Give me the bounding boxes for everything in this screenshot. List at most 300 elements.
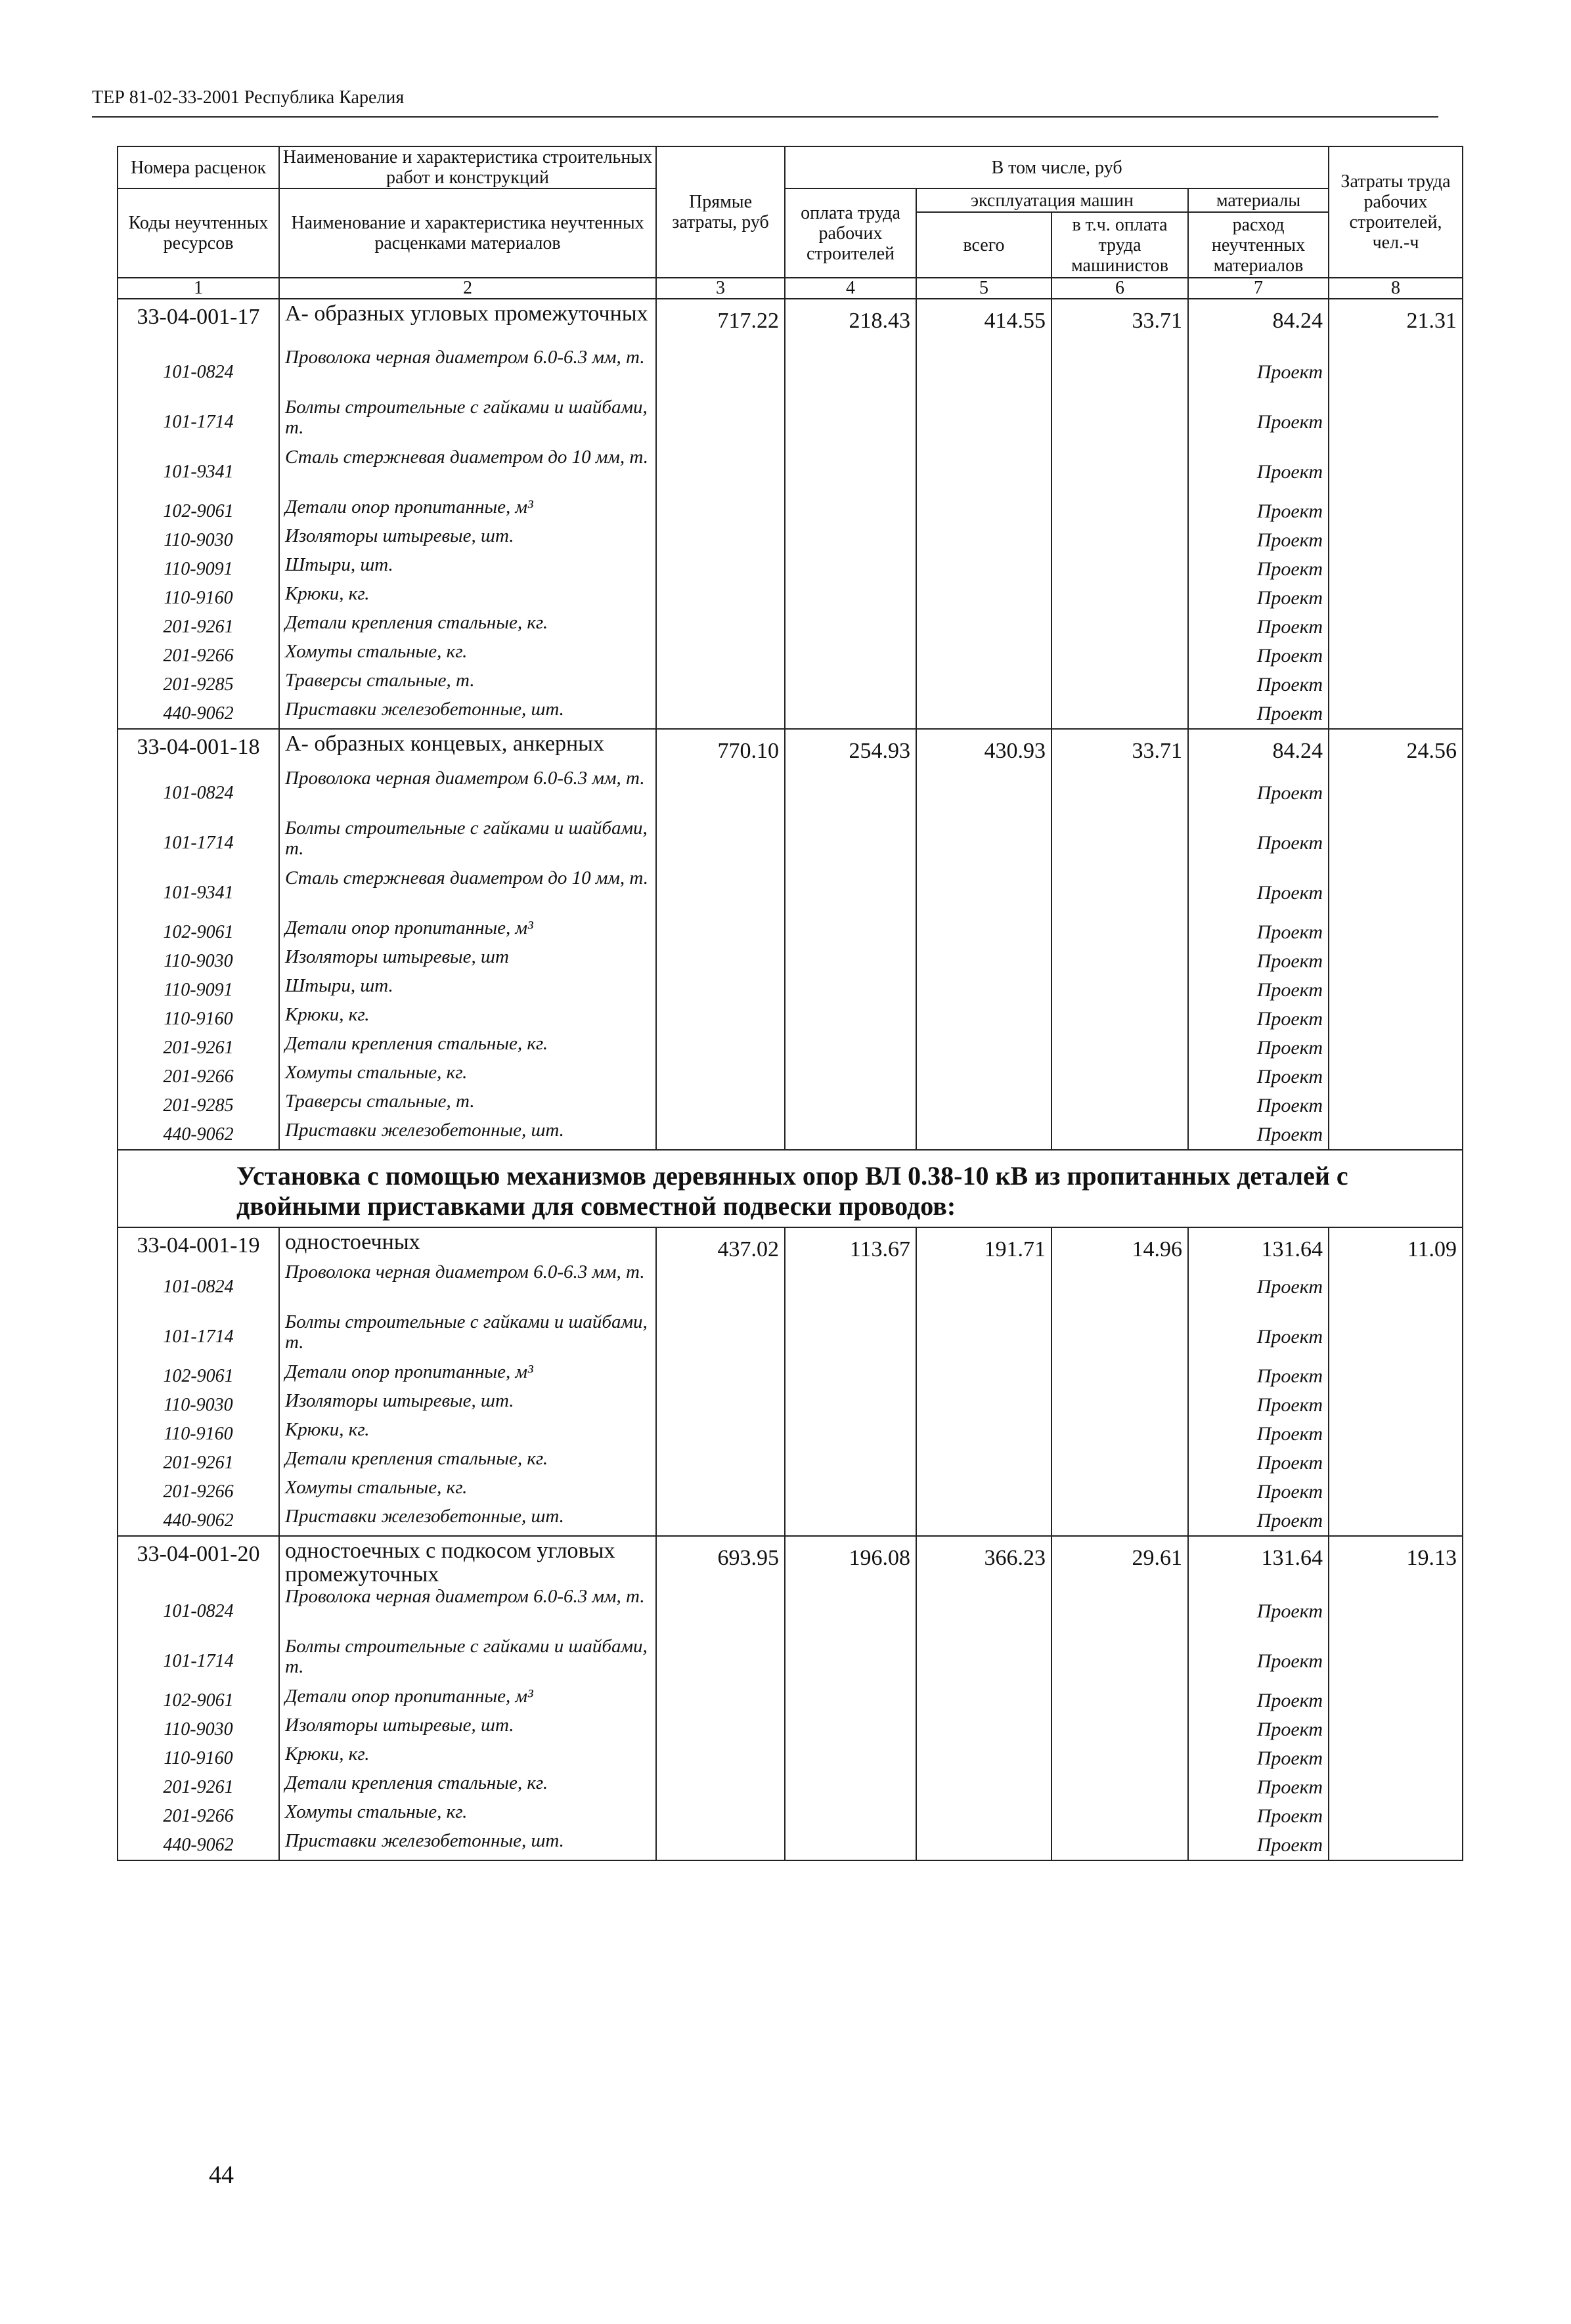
empty-cell <box>1051 1478 1188 1506</box>
material-value: Проект <box>1188 497 1329 526</box>
material-row <box>118 1005 1463 1034</box>
material-value: Проект <box>1188 613 1329 642</box>
empty-cell <box>916 555 1051 584</box>
material-value: Проект <box>1188 918 1329 947</box>
empty-cell <box>1329 918 1463 947</box>
empty-cell <box>1051 584 1188 613</box>
empty-cell <box>785 1831 916 1860</box>
empty-cell <box>785 1506 916 1536</box>
material-name: Приставки железобетонные, шт. <box>279 699 656 729</box>
empty-cell <box>785 1587 916 1636</box>
empty-cell <box>1329 670 1463 699</box>
material-code: 201-9266 <box>118 1802 279 1831</box>
material-value: Проект <box>1188 1587 1329 1636</box>
rate-row <box>118 1536 1463 1587</box>
column-number: 4 <box>785 278 916 299</box>
rate-row <box>118 1227 1463 1262</box>
empty-cell <box>916 447 1051 497</box>
empty-cell <box>785 526 916 555</box>
empty-cell <box>916 1773 1051 1802</box>
material-name: Траверсы стальные, т. <box>279 1091 656 1120</box>
empty-cell <box>656 1362 785 1391</box>
material-row <box>118 1831 1463 1860</box>
empty-cell <box>656 447 785 497</box>
header-work-name: Наименование и характеристика строительных работ и конструкций <box>279 146 656 188</box>
material-row <box>118 526 1463 555</box>
empty-cell <box>656 818 785 868</box>
rate-operators-pay: 14.96 <box>1051 1227 1188 1262</box>
empty-cell <box>916 1831 1051 1860</box>
empty-cell <box>1051 1744 1188 1773</box>
empty-cell <box>656 976 785 1005</box>
empty-cell <box>1051 918 1188 947</box>
empty-cell <box>1051 1063 1188 1091</box>
material-row <box>118 347 1463 397</box>
empty-cell <box>1329 1420 1463 1449</box>
material-name: Хомуты стальные, кг. <box>279 1802 656 1831</box>
empty-cell <box>656 868 785 918</box>
material-code: 201-9266 <box>118 642 279 670</box>
material-value: Проект <box>1188 1449 1329 1478</box>
empty-cell <box>785 555 916 584</box>
empty-cell <box>916 1686 1051 1715</box>
material-code: 440-9062 <box>118 699 279 729</box>
empty-cell <box>1329 818 1463 868</box>
material-name: Хомуты стальные, кг. <box>279 642 656 670</box>
material-code: 110-9091 <box>118 976 279 1005</box>
header-material-name: Наименование и характеристика неучтенных расценками материалов <box>279 188 656 278</box>
empty-cell <box>785 1744 916 1773</box>
material-code: 201-9285 <box>118 1091 279 1120</box>
empty-cell <box>916 613 1051 642</box>
empty-cell <box>916 1802 1051 1831</box>
material-row <box>118 1686 1463 1715</box>
page-number: 44 <box>209 2161 234 2189</box>
empty-cell <box>1051 1715 1188 1744</box>
empty-cell <box>785 1686 916 1715</box>
material-row <box>118 768 1463 818</box>
material-value: Проект <box>1188 1478 1329 1506</box>
empty-cell <box>656 1744 785 1773</box>
material-name: Крюки, кг. <box>279 1005 656 1034</box>
empty-cell <box>916 1312 1051 1362</box>
material-name: Детали опор пропитанные, м³ <box>279 1686 656 1715</box>
material-code: 201-9261 <box>118 1773 279 1802</box>
material-value: Проект <box>1188 642 1329 670</box>
material-code: 110-9160 <box>118 1744 279 1773</box>
empty-cell <box>1329 1262 1463 1312</box>
empty-cell <box>916 670 1051 699</box>
material-row <box>118 818 1463 868</box>
material-row <box>118 1312 1463 1362</box>
empty-cell <box>1329 1063 1463 1091</box>
rate-direct-costs: 437.02 <box>656 1227 785 1262</box>
empty-cell <box>785 1005 916 1034</box>
material-code: 101-0824 <box>118 1587 279 1636</box>
empty-cell <box>1329 1744 1463 1773</box>
material-name: Крюки, кг. <box>279 584 656 613</box>
empty-cell <box>916 1391 1051 1420</box>
material-value: Проект <box>1188 1715 1329 1744</box>
empty-cell <box>656 1506 785 1536</box>
empty-cell <box>1051 447 1188 497</box>
material-name: Сталь стержневая диаметром до 10 мм, т. <box>279 868 656 918</box>
empty-cell <box>1051 397 1188 447</box>
rate-direct-costs: 717.22 <box>656 299 785 347</box>
empty-cell <box>916 976 1051 1005</box>
material-value: Проект <box>1188 1262 1329 1312</box>
material-name: Детали опор пропитанные, м³ <box>279 497 656 526</box>
empty-cell <box>656 613 785 642</box>
empty-cell <box>785 1362 916 1391</box>
material-name: Хомуты стальные, кг. <box>279 1478 656 1506</box>
empty-cell <box>916 397 1051 447</box>
empty-cell <box>785 1636 916 1686</box>
material-row <box>118 555 1463 584</box>
header-labor-hours: Затраты труда рабочих строителей, чел.-ч <box>1329 146 1463 278</box>
empty-cell <box>916 868 1051 918</box>
column-number: 3 <box>656 278 785 299</box>
rate-machines-total: 430.93 <box>916 729 1051 768</box>
material-name: Крюки, кг. <box>279 1744 656 1773</box>
empty-cell <box>656 768 785 818</box>
empty-cell <box>1329 526 1463 555</box>
material-value: Проект <box>1188 1034 1329 1063</box>
empty-cell <box>1051 1686 1188 1715</box>
header-including: В том числе, руб <box>785 146 1329 188</box>
material-row <box>118 613 1463 642</box>
material-row <box>118 918 1463 947</box>
material-row <box>118 1449 1463 1478</box>
empty-cell <box>1329 555 1463 584</box>
material-name: Приставки железобетонные, шт. <box>279 1120 656 1150</box>
material-code: 201-9261 <box>118 1449 279 1478</box>
empty-cell <box>785 868 916 918</box>
material-code: 102-9061 <box>118 497 279 526</box>
empty-cell <box>785 699 916 729</box>
empty-cell <box>785 818 916 868</box>
material-code: 101-9341 <box>118 868 279 918</box>
material-name: Проволока черная диаметром 6.0-6.3 мм, т. <box>279 1587 656 1636</box>
empty-cell <box>916 1636 1051 1686</box>
material-name: Проволока черная диаметром 6.0-6.3 мм, т. <box>279 768 656 818</box>
material-code: 110-9160 <box>118 584 279 613</box>
material-row <box>118 584 1463 613</box>
empty-cell <box>785 1120 916 1150</box>
empty-cell <box>656 1063 785 1091</box>
rate-name: одностоечных с подкосом угловых промежуточных <box>279 1536 656 1587</box>
material-name: Изоляторы штыревые, шт. <box>279 526 656 555</box>
material-row <box>118 1362 1463 1391</box>
material-value: Проект <box>1188 1391 1329 1420</box>
empty-cell <box>916 947 1051 976</box>
rate-operators-pay: 33.71 <box>1051 729 1188 768</box>
empty-cell <box>1329 1034 1463 1063</box>
empty-cell <box>785 670 916 699</box>
material-name: Детали крепления стальные, кг. <box>279 1034 656 1063</box>
empty-cell <box>1051 1636 1188 1686</box>
empty-cell <box>656 670 785 699</box>
header-materials-usage: расход неучтенных материалов <box>1188 212 1329 278</box>
empty-cell <box>916 1034 1051 1063</box>
empty-cell <box>785 1715 916 1744</box>
empty-cell <box>785 1802 916 1831</box>
empty-cell <box>656 526 785 555</box>
rate-code: 33-04-001-19 <box>118 1227 279 1262</box>
material-code: 101-1714 <box>118 818 279 868</box>
material-value: Проект <box>1188 1312 1329 1362</box>
empty-cell <box>785 1091 916 1120</box>
material-value: Проект <box>1188 1773 1329 1802</box>
material-row <box>118 1262 1463 1312</box>
rate-code: 33-04-001-18 <box>118 729 279 768</box>
material-value: Проект <box>1188 526 1329 555</box>
empty-cell <box>785 1034 916 1063</box>
empty-cell <box>656 1391 785 1420</box>
empty-cell <box>1329 1362 1463 1391</box>
material-name: Штыри, шт. <box>279 555 656 584</box>
column-number: 8 <box>1329 278 1463 299</box>
header-machines-total: всего <box>916 212 1051 278</box>
empty-cell <box>1329 584 1463 613</box>
material-row <box>118 1478 1463 1506</box>
empty-cell <box>1329 1715 1463 1744</box>
material-row <box>118 1506 1463 1536</box>
header-divider <box>92 116 1438 118</box>
empty-cell <box>916 497 1051 526</box>
material-value: Проект <box>1188 670 1329 699</box>
material-value: Проект <box>1188 818 1329 868</box>
material-row <box>118 868 1463 918</box>
material-code: 201-9261 <box>118 1034 279 1063</box>
empty-cell <box>1051 555 1188 584</box>
empty-cell <box>1329 699 1463 729</box>
empty-cell <box>785 347 916 397</box>
material-code: 110-9030 <box>118 947 279 976</box>
empty-cell <box>1329 447 1463 497</box>
header-rate-numbers: Номера расценок <box>118 146 279 188</box>
material-value: Проект <box>1188 1091 1329 1120</box>
rate-name: одностоечных <box>279 1227 656 1262</box>
empty-cell <box>656 555 785 584</box>
empty-cell <box>1329 613 1463 642</box>
empty-cell <box>1329 1773 1463 1802</box>
material-row <box>118 1034 1463 1063</box>
empty-cell <box>656 699 785 729</box>
empty-cell <box>1051 868 1188 918</box>
empty-cell <box>916 584 1051 613</box>
material-value: Проект <box>1188 947 1329 976</box>
material-code: 101-1714 <box>118 1312 279 1362</box>
rate-materials-usage: 84.24 <box>1188 729 1329 768</box>
empty-cell <box>1329 947 1463 976</box>
rate-machines-total: 414.55 <box>916 299 1051 347</box>
section-row <box>118 1150 1463 1227</box>
empty-cell <box>1329 1802 1463 1831</box>
empty-cell <box>785 497 916 526</box>
empty-cell <box>656 1831 785 1860</box>
empty-cell <box>656 347 785 397</box>
material-row <box>118 1391 1463 1420</box>
material-name: Изоляторы штыревые, шт <box>279 947 656 976</box>
empty-cell <box>656 1091 785 1120</box>
material-row <box>118 497 1463 526</box>
material-row <box>118 642 1463 670</box>
material-name: Болты строительные с гайками и шайбами, т. <box>279 397 656 447</box>
empty-cell <box>1051 1262 1188 1312</box>
material-value: Проект <box>1188 768 1329 818</box>
material-code: 101-0824 <box>118 347 279 397</box>
empty-cell <box>1051 947 1188 976</box>
empty-cell <box>1051 768 1188 818</box>
empty-cell <box>656 1449 785 1478</box>
material-row <box>118 1120 1463 1150</box>
empty-cell <box>916 1120 1051 1150</box>
material-name: Детали крепления стальные, кг. <box>279 1773 656 1802</box>
rate-direct-costs: 693.95 <box>656 1536 785 1587</box>
empty-cell <box>1329 1391 1463 1420</box>
material-value: Проект <box>1188 1420 1329 1449</box>
material-value: Проект <box>1188 1120 1329 1150</box>
header-machine-operation: эксплуатация машин <box>916 188 1188 212</box>
empty-cell <box>1051 670 1188 699</box>
empty-cell <box>916 1262 1051 1312</box>
material-row <box>118 947 1463 976</box>
empty-cell <box>1329 1587 1463 1636</box>
empty-cell <box>1051 1506 1188 1536</box>
empty-cell <box>1329 1449 1463 1478</box>
material-value: Проект <box>1188 347 1329 397</box>
material-name: Болты строительные с гайками и шайбами, т. <box>279 1636 656 1686</box>
header-materials: материалы <box>1188 188 1329 212</box>
material-code: 102-9061 <box>118 1686 279 1715</box>
material-code: 102-9061 <box>118 1362 279 1391</box>
empty-cell <box>1051 1449 1188 1478</box>
empty-cell <box>916 699 1051 729</box>
material-row <box>118 1636 1463 1686</box>
material-name: Проволока черная диаметром 6.0-6.3 мм, т. <box>279 1262 656 1312</box>
empty-cell <box>1329 1478 1463 1506</box>
material-row <box>118 1744 1463 1773</box>
empty-cell <box>785 1063 916 1091</box>
empty-cell <box>916 1420 1051 1449</box>
document-header: ТЕР 81-02-33-2001 Республика Карелия <box>92 87 405 108</box>
material-name: Изоляторы штыревые, шт. <box>279 1715 656 1744</box>
rate-row <box>118 299 1463 347</box>
empty-cell <box>1051 818 1188 868</box>
empty-cell <box>1329 1831 1463 1860</box>
material-name: Сталь стержневая диаметром до 10 мм, т. <box>279 447 656 497</box>
rate-materials-usage: 131.64 <box>1188 1536 1329 1587</box>
empty-cell <box>785 613 916 642</box>
material-value: Проект <box>1188 868 1329 918</box>
material-code: 201-9261 <box>118 613 279 642</box>
rate-name: А- образных концевых, анкерных <box>279 729 656 768</box>
header-worker-pay: оплата труда рабочих строителей <box>785 188 916 278</box>
material-name: Изоляторы штыревые, шт. <box>279 1391 656 1420</box>
material-row <box>118 1420 1463 1449</box>
empty-cell <box>656 1686 785 1715</box>
empty-cell <box>916 768 1051 818</box>
rate-labor-hours: 19.13 <box>1329 1536 1463 1587</box>
material-code: 110-9160 <box>118 1005 279 1034</box>
empty-cell <box>916 526 1051 555</box>
empty-cell <box>916 1005 1051 1034</box>
empty-cell <box>656 1715 785 1744</box>
rate-machines-total: 366.23 <box>916 1536 1051 1587</box>
material-row <box>118 1715 1463 1744</box>
empty-cell <box>1329 1005 1463 1034</box>
material-code: 101-0824 <box>118 768 279 818</box>
empty-cell <box>785 1262 916 1312</box>
rate-code: 33-04-001-20 <box>118 1536 279 1587</box>
empty-cell <box>916 347 1051 397</box>
material-code: 440-9062 <box>118 1120 279 1150</box>
section-title: Установка с помощью механизмов деревянных опор ВЛ 0.38-10 кВ из пропитанных деталей с двойными приставками для совместной подвески проводов: <box>118 1150 1463 1227</box>
column-number: 5 <box>916 278 1051 299</box>
empty-cell <box>785 1478 916 1506</box>
rate-name: А- образных угловых промежуточных <box>279 299 656 347</box>
empty-cell <box>916 1506 1051 1536</box>
material-row <box>118 1091 1463 1120</box>
empty-cell <box>1051 613 1188 642</box>
empty-cell <box>1051 1831 1188 1860</box>
column-number: 7 <box>1188 278 1329 299</box>
empty-cell <box>1051 1802 1188 1831</box>
empty-cell <box>785 1773 916 1802</box>
empty-cell <box>1051 347 1188 397</box>
material-value: Проект <box>1188 1636 1329 1686</box>
empty-cell <box>785 1420 916 1449</box>
empty-cell <box>1329 1506 1463 1536</box>
material-value: Проект <box>1188 447 1329 497</box>
material-code: 110-9030 <box>118 1715 279 1744</box>
empty-cell <box>916 1587 1051 1636</box>
empty-cell <box>785 976 916 1005</box>
column-number: 1 <box>118 278 279 299</box>
material-code: 440-9062 <box>118 1831 279 1860</box>
material-value: Проект <box>1188 584 1329 613</box>
empty-cell <box>1051 1420 1188 1449</box>
empty-cell <box>916 818 1051 868</box>
material-name: Приставки железобетонные, шт. <box>279 1831 656 1860</box>
material-code: 440-9062 <box>118 1506 279 1536</box>
rate-labor-hours: 24.56 <box>1329 729 1463 768</box>
empty-cell <box>1051 1587 1188 1636</box>
material-row <box>118 1063 1463 1091</box>
empty-cell <box>656 1312 785 1362</box>
rate-labor-hours: 21.31 <box>1329 299 1463 347</box>
empty-cell <box>1051 699 1188 729</box>
column-number: 2 <box>279 278 656 299</box>
empty-cell <box>1329 1120 1463 1150</box>
material-row <box>118 976 1463 1005</box>
material-name: Проволока черная диаметром 6.0-6.3 мм, т. <box>279 347 656 397</box>
empty-cell <box>656 642 785 670</box>
material-code: 101-9341 <box>118 447 279 497</box>
material-code: 201-9266 <box>118 1478 279 1506</box>
material-row <box>118 670 1463 699</box>
rate-worker-pay: 196.08 <box>785 1536 916 1587</box>
material-name: Траверсы стальные, т. <box>279 670 656 699</box>
empty-cell <box>916 1362 1051 1391</box>
empty-cell <box>1329 1091 1463 1120</box>
empty-cell <box>785 447 916 497</box>
material-value: Проект <box>1188 976 1329 1005</box>
empty-cell <box>1329 397 1463 447</box>
empty-cell <box>656 584 785 613</box>
rate-labor-hours: 11.09 <box>1329 1227 1463 1262</box>
